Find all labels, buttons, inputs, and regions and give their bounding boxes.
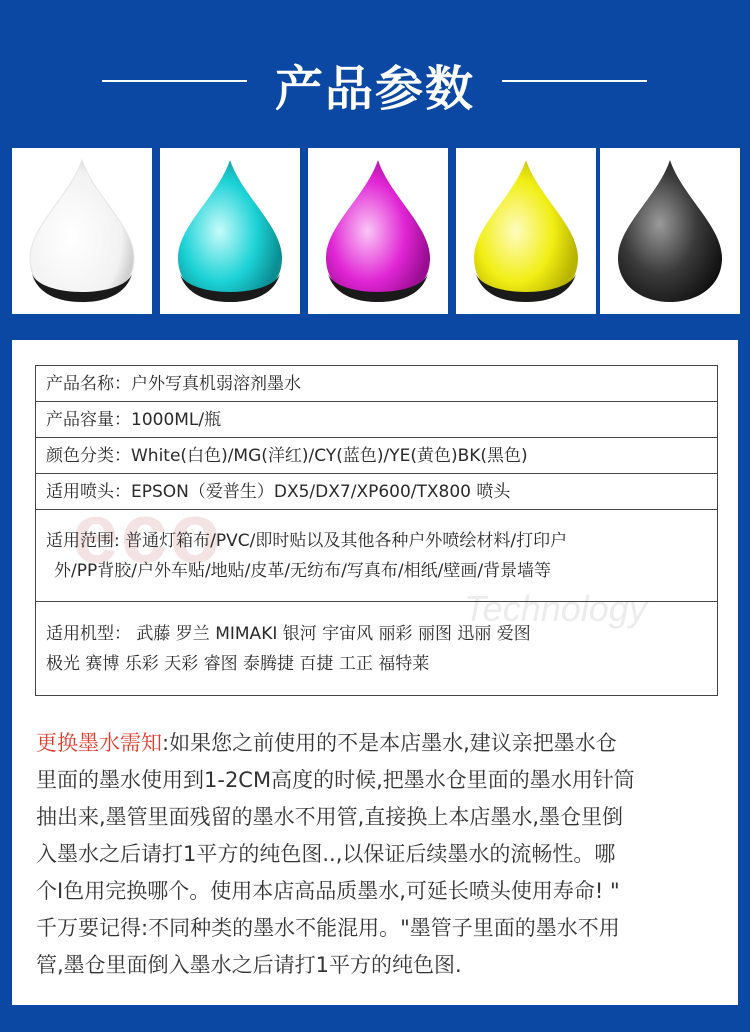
ink-change-notes bbox=[36, 725, 716, 984]
cyan-ink-drop-icon bbox=[170, 156, 290, 306]
brand-watermark-sub: Technology bbox=[464, 588, 647, 629]
spec-table bbox=[35, 365, 718, 696]
page-header bbox=[0, 0, 750, 145]
title-divider-right bbox=[502, 80, 647, 82]
spec-models bbox=[36, 602, 718, 696]
brand-watermark: eco bbox=[72, 486, 223, 580]
white-ink-drop-icon bbox=[22, 156, 142, 306]
notes-line4: 入墨水之后请打1平方的纯色图..,以保证后续墨水的流畅性。哪 bbox=[36, 842, 616, 866]
spec-scope-line2: 外/PP背胶/户外车贴/地贴/皮革/无纺布/写真布/相纸/壁画/背景墙等 bbox=[54, 560, 552, 581]
swatch-magenta bbox=[308, 148, 448, 314]
swatch-yellow bbox=[456, 148, 596, 314]
swatch-black bbox=[600, 148, 740, 314]
swatch-cyan bbox=[160, 148, 300, 314]
page-title: 产品参数 bbox=[274, 61, 475, 117]
notes-line5: 个I色用完换哪个。使用本店高品质墨水,可延长喷头使用寿命! " bbox=[36, 879, 620, 903]
notes-line7: 管,墨仓里面倒入墨水之后请打1平方的纯色图. bbox=[36, 953, 462, 977]
spec-models-line2: 极光 赛博 乐彩 天彩 睿图 泰腾捷 百捷 工正 福特莱 bbox=[46, 653, 430, 674]
spec-scope bbox=[36, 510, 718, 602]
notes-line2: 里面的墨水使用到1-2CM高度的时候,把墨水仓里面的墨水用针筒 bbox=[36, 768, 635, 792]
spec-models-line1: 适用机型： 武藤 罗兰 MIMAKI 银河 宇宙风 丽彩 丽图 迅丽 爱图 bbox=[46, 623, 531, 644]
notes-heading: 更换墨水需知 bbox=[36, 731, 162, 755]
spec-colors: 颜色分类：White(白色)/MG(洋红)/CY(蓝色)/YE(黄色)BK(黑色) bbox=[36, 438, 718, 474]
notes-line1: :如果您之前使用的不是本店墨水,建议亲把墨水仓 bbox=[162, 731, 617, 755]
notes-line3: 抽出来,墨管里面残留的墨水不用管,直接换上本店墨水,墨仓里倒 bbox=[36, 805, 624, 829]
yellow-ink-drop-icon bbox=[466, 156, 586, 306]
spec-capacity: 产品容量：1000ML/瓶 bbox=[36, 402, 718, 438]
notes-line6: 千万要记得:不同种类的墨水不能混用。"墨管子里面的墨水不用 bbox=[36, 916, 620, 940]
ink-color-swatches bbox=[0, 148, 750, 314]
spec-heads: 适用喷头：EPSON（爱普生）DX5/DX7/XP600/TX800 喷头 bbox=[36, 474, 718, 510]
black-ink-drop-icon bbox=[610, 156, 730, 306]
swatch-white bbox=[12, 148, 152, 314]
spec-panel bbox=[12, 340, 738, 1005]
magenta-ink-drop-icon bbox=[318, 156, 438, 306]
spec-name: 产品名称：户外写真机弱溶剂墨水 bbox=[36, 366, 718, 402]
spec-scope-line1: 适用范围: 普通灯箱布/PVC/即时贴以及其他各种户外喷绘材料/打印户 bbox=[46, 530, 568, 551]
